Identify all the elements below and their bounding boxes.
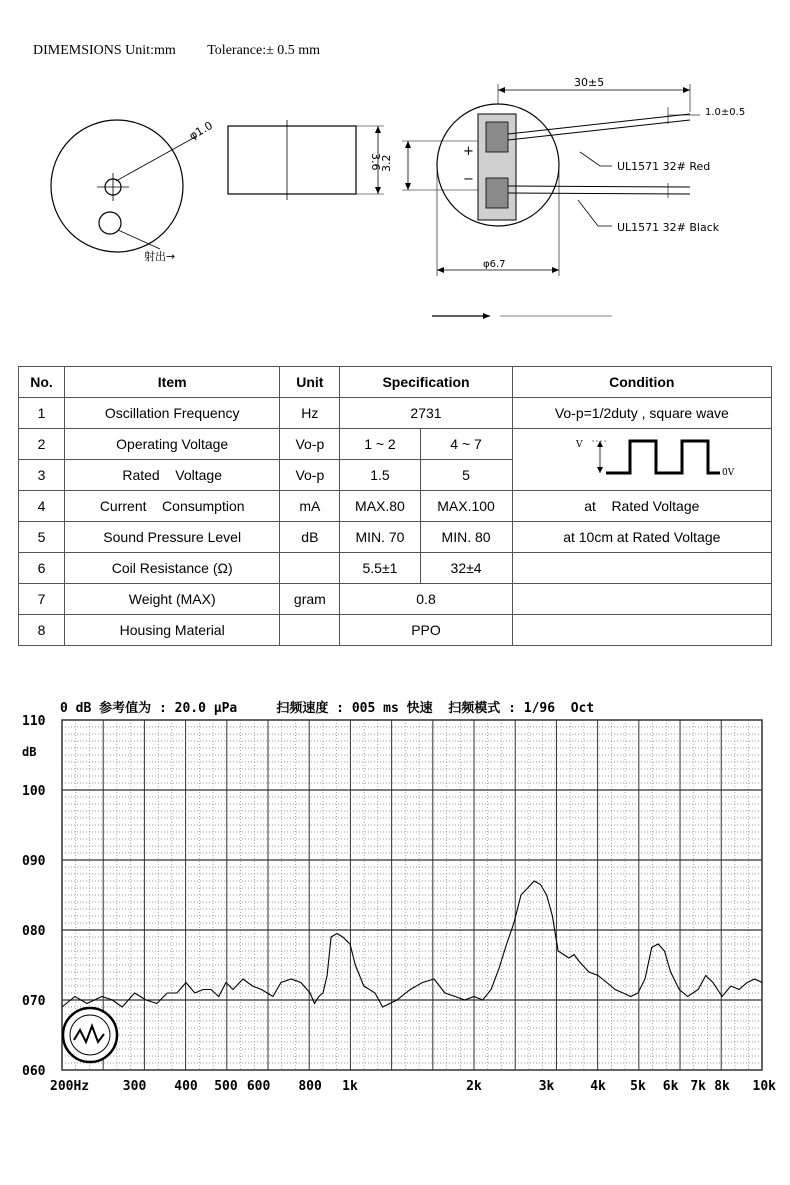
frequency-response-chart: [0, 690, 790, 1110]
row-unit: Vo-p: [280, 460, 340, 491]
row-unit: mA: [280, 491, 340, 522]
row-spec-b: MAX.100: [420, 491, 512, 522]
row-condition: [512, 615, 771, 646]
row-spec-a: MAX.80: [340, 491, 420, 522]
chart-header: 0 dB 参考值为 : 20.0 μPa 扫频速度 : 005 ms 快速 扫频模式 : 1/96 Oct: [60, 701, 595, 716]
table-row: [19, 615, 772, 646]
plus-mark: +: [463, 144, 474, 159]
row-condition: at Rated Voltage: [512, 491, 771, 522]
row-unit: Vo-p: [280, 429, 340, 460]
row-item: Weight (MAX): [65, 584, 280, 615]
row-no: 8: [19, 615, 65, 646]
table-row: [19, 553, 772, 584]
row-condition: [512, 584, 771, 615]
chart-grid: [62, 720, 762, 1070]
side-view-body: [228, 126, 356, 194]
row-unit: [280, 615, 340, 646]
x-tick-label: 300: [122, 1079, 147, 1094]
x-tick-label: 600: [246, 1079, 271, 1094]
x-tick-label: 200Hz: [50, 1079, 90, 1094]
row-spec-a: 5.5±1: [340, 553, 420, 584]
row-spec-a: 1 ~ 2: [340, 429, 420, 460]
row-condition: at 10cm at Rated Voltage: [512, 522, 771, 553]
row-item: Current Consumption: [65, 491, 280, 522]
x-tick-label: 800: [298, 1079, 322, 1094]
red-wire-label: UL1571 32# Red: [617, 160, 711, 173]
row-spec-b: 5: [420, 460, 512, 491]
front-view: [51, 119, 215, 263]
row-no: 6: [19, 553, 65, 584]
row-unit: dB: [280, 522, 340, 553]
x-tick-label: 5k: [630, 1079, 646, 1094]
sound-hole-label: 射出→: [144, 250, 176, 263]
y-tick-label: 100: [22, 784, 46, 799]
header-specification: Specification: [340, 367, 512, 398]
x-tick-label: 400: [174, 1079, 198, 1094]
wave-zero-label: 0V: [721, 468, 735, 478]
row-unit: Hz: [280, 398, 340, 429]
y-axis-ticks: [22, 714, 46, 1079]
row-spec-b: 32±4: [420, 553, 512, 584]
terminal-minus: [486, 178, 508, 208]
y-tick-label: 070: [22, 994, 46, 1009]
y-tick-label: 080: [22, 924, 46, 939]
dimensions-unit-label: DIMEMSIONS Unit:mm: [33, 43, 176, 58]
row-spec-a: 1.5: [340, 460, 420, 491]
side-width-label: 3.2: [380, 154, 393, 172]
table-header-row: [19, 367, 772, 398]
x-tick-label: 2k: [466, 1079, 482, 1094]
diameter-label: φ6.7: [483, 259, 506, 270]
header-item: Item: [65, 367, 280, 398]
row-no: 4: [19, 491, 65, 522]
specification-table: [18, 366, 772, 646]
row-no: 2: [19, 429, 65, 460]
y-tick-label: 090: [22, 854, 46, 869]
row-unit: gram: [280, 584, 340, 615]
row-item: Sound Pressure Level: [65, 522, 280, 553]
table-row: [19, 398, 772, 429]
row-unit: [280, 553, 340, 584]
y-tick-label: 110: [22, 714, 46, 729]
terminal-plus: [486, 122, 508, 152]
table-row: [19, 429, 772, 460]
height-label: 3.6: [369, 153, 382, 171]
row-no: 7: [19, 584, 65, 615]
row-item: Rated Voltage: [65, 460, 280, 491]
dimensions-title: [33, 43, 320, 59]
cry-sound-logo: [63, 1008, 117, 1062]
x-tick-label: 1k: [342, 1079, 358, 1094]
row-item: Coil Resistance (Ω): [65, 553, 280, 584]
x-tick-label: 500: [214, 1079, 238, 1094]
row-spec-b: MIN. 80: [420, 522, 512, 553]
hole-leader-line: [116, 136, 197, 181]
table-row: [19, 522, 772, 553]
x-tick-label: 7k: [690, 1079, 707, 1094]
row-spec: 2731: [340, 398, 512, 429]
header-no: No.: [19, 367, 65, 398]
black-wire-label: UL1571 32# Black: [617, 221, 720, 234]
row-item: Housing Material: [65, 615, 280, 646]
tolerance-label: Tolerance:± 0.5 mm: [207, 43, 321, 58]
y-tick-label: 060: [22, 1064, 46, 1079]
sound-hole: [99, 212, 121, 234]
row-item: Operating Voltage: [65, 429, 280, 460]
x-axis-ticks: [50, 1079, 776, 1094]
table-row: [19, 491, 772, 522]
row-spec-b: 4 ~ 7: [420, 429, 512, 460]
x-tick-label: 6k: [662, 1079, 679, 1094]
row-no: 5: [19, 522, 65, 553]
row-spec: PPO: [340, 615, 512, 646]
y-unit-label: dB: [22, 745, 37, 759]
x-tick-label: 4k: [590, 1079, 606, 1094]
row-no: 1: [19, 398, 65, 429]
square-wave-diagram: [542, 433, 742, 483]
wave-v-label: V: [575, 440, 583, 450]
row-no: 3: [19, 460, 65, 491]
table-row: [19, 584, 772, 615]
hole-diameter-label: φ1.0: [187, 118, 215, 143]
waveform-cell: [512, 429, 771, 491]
row-item: Oscillation Frequency: [65, 398, 280, 429]
mechanical-drawing: [0, 60, 790, 330]
row-condition: [512, 553, 771, 584]
strip-length-label: 1.0±0.5: [705, 107, 746, 118]
row-spec-a: MIN. 70: [340, 522, 420, 553]
x-tick-label: 10k: [752, 1079, 776, 1094]
wire-length-label: 30±5: [574, 76, 605, 89]
minus-mark: −: [463, 172, 474, 187]
side-view: [228, 120, 384, 200]
row-spec: 0.8: [340, 584, 512, 615]
x-tick-label: 8k: [714, 1079, 730, 1094]
sound-hole-leader-line: [118, 230, 160, 249]
back-view: [380, 76, 745, 319]
row-condition: Vo-p=1/2duty , square wave: [512, 398, 771, 429]
header-condition: Condition: [512, 367, 771, 398]
x-tick-label: 3k: [538, 1079, 555, 1094]
header-unit: Unit: [280, 367, 340, 398]
